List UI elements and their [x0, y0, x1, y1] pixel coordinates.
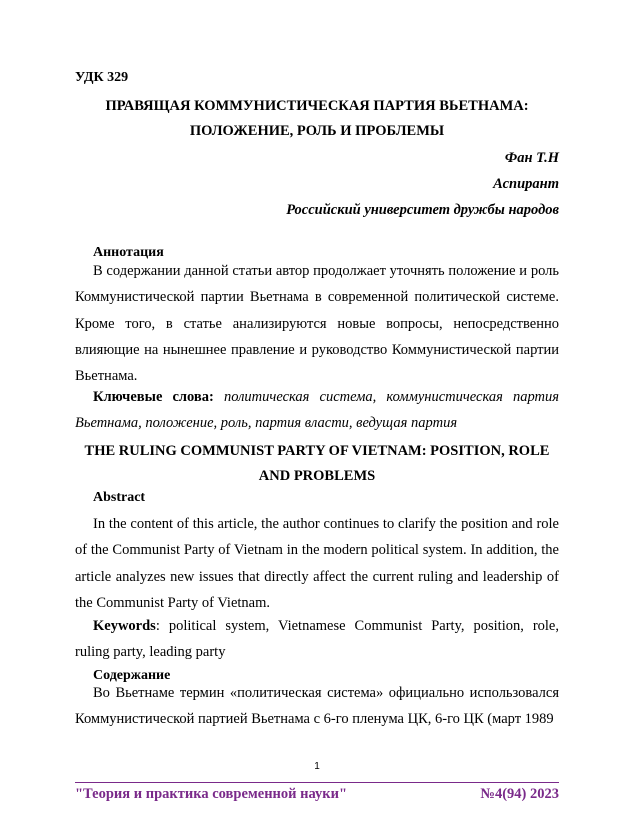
- annotation-text: В содержании данной статьи автор продолжает уточнять положение и роль Коммунистической партии Вьетнама в современной политической системе. Кроме того, в статье анализируются новые вопросы, непосредственно влияющие на нынешнее правление и руководство Коммунистической партии Вьетнама.: [75, 263, 559, 385]
- author-position: Аспирант: [493, 176, 559, 192]
- ru-title-line2: ПОЛОЖЕНИЕ, РОЛЬ И ПРОБЛЕМЫ: [189, 123, 445, 139]
- keywords-ru-label: Ключевые слова:: [93, 389, 214, 405]
- footer-journal: "Теория и практика современной науки": [75, 786, 348, 802]
- abstract-heading: Abstract: [93, 490, 146, 505]
- keywords-en-label: Keywords: [93, 618, 156, 634]
- page-number: 1: [314, 761, 320, 772]
- en-title-line1: THE RULING COMMUNIST PARTY OF VIETNAM: POSITION, ROLE: [84, 443, 550, 459]
- footer-issue: №4(94) 2023: [480, 786, 559, 802]
- abstract-text: In the content of this article, the author continues to clarify the position and role of the Communist Party of Vietnam in the modern political system. In addition, the article analyzes new issues that directly affect the current ruling and leadership of the Communist Party of Vietnam.: [75, 516, 559, 611]
- author-affiliation: Российский университет дружбы народов: [286, 202, 559, 218]
- keywords-en: [75, 613, 559, 666]
- author-name: Фан Т.Н: [504, 150, 559, 166]
- keywords-ru: [75, 384, 559, 437]
- footer-divider: [75, 782, 559, 783]
- annotation-heading: Аннотация: [93, 245, 164, 260]
- contents-heading: Содержание: [93, 668, 171, 683]
- udk-code: УДК 329: [75, 70, 129, 85]
- en-title-line2: AND PROBLEMS: [258, 468, 376, 484]
- ru-title-line1: ПРАВЯЩАЯ КОММУНИСТИЧЕСКАЯ ПАРТИЯ ВЬЕТНАМА:: [105, 98, 529, 114]
- contents-text: Во Вьетнаме термин «политическая система» официально использовался Коммунистической партией Вьетнама с 6-го пленума ЦК, 6-го ЦК (март 1989: [75, 685, 559, 728]
- keywords-ru-text: политическая система, коммунистическая партия Вьетнама, положение, роль, партия власти, ведущая партия: [75, 389, 560, 432]
- keywords-en-text: : political system, Vietnamese Communist Party, position, role, ruling party, leading party: [75, 618, 559, 661]
